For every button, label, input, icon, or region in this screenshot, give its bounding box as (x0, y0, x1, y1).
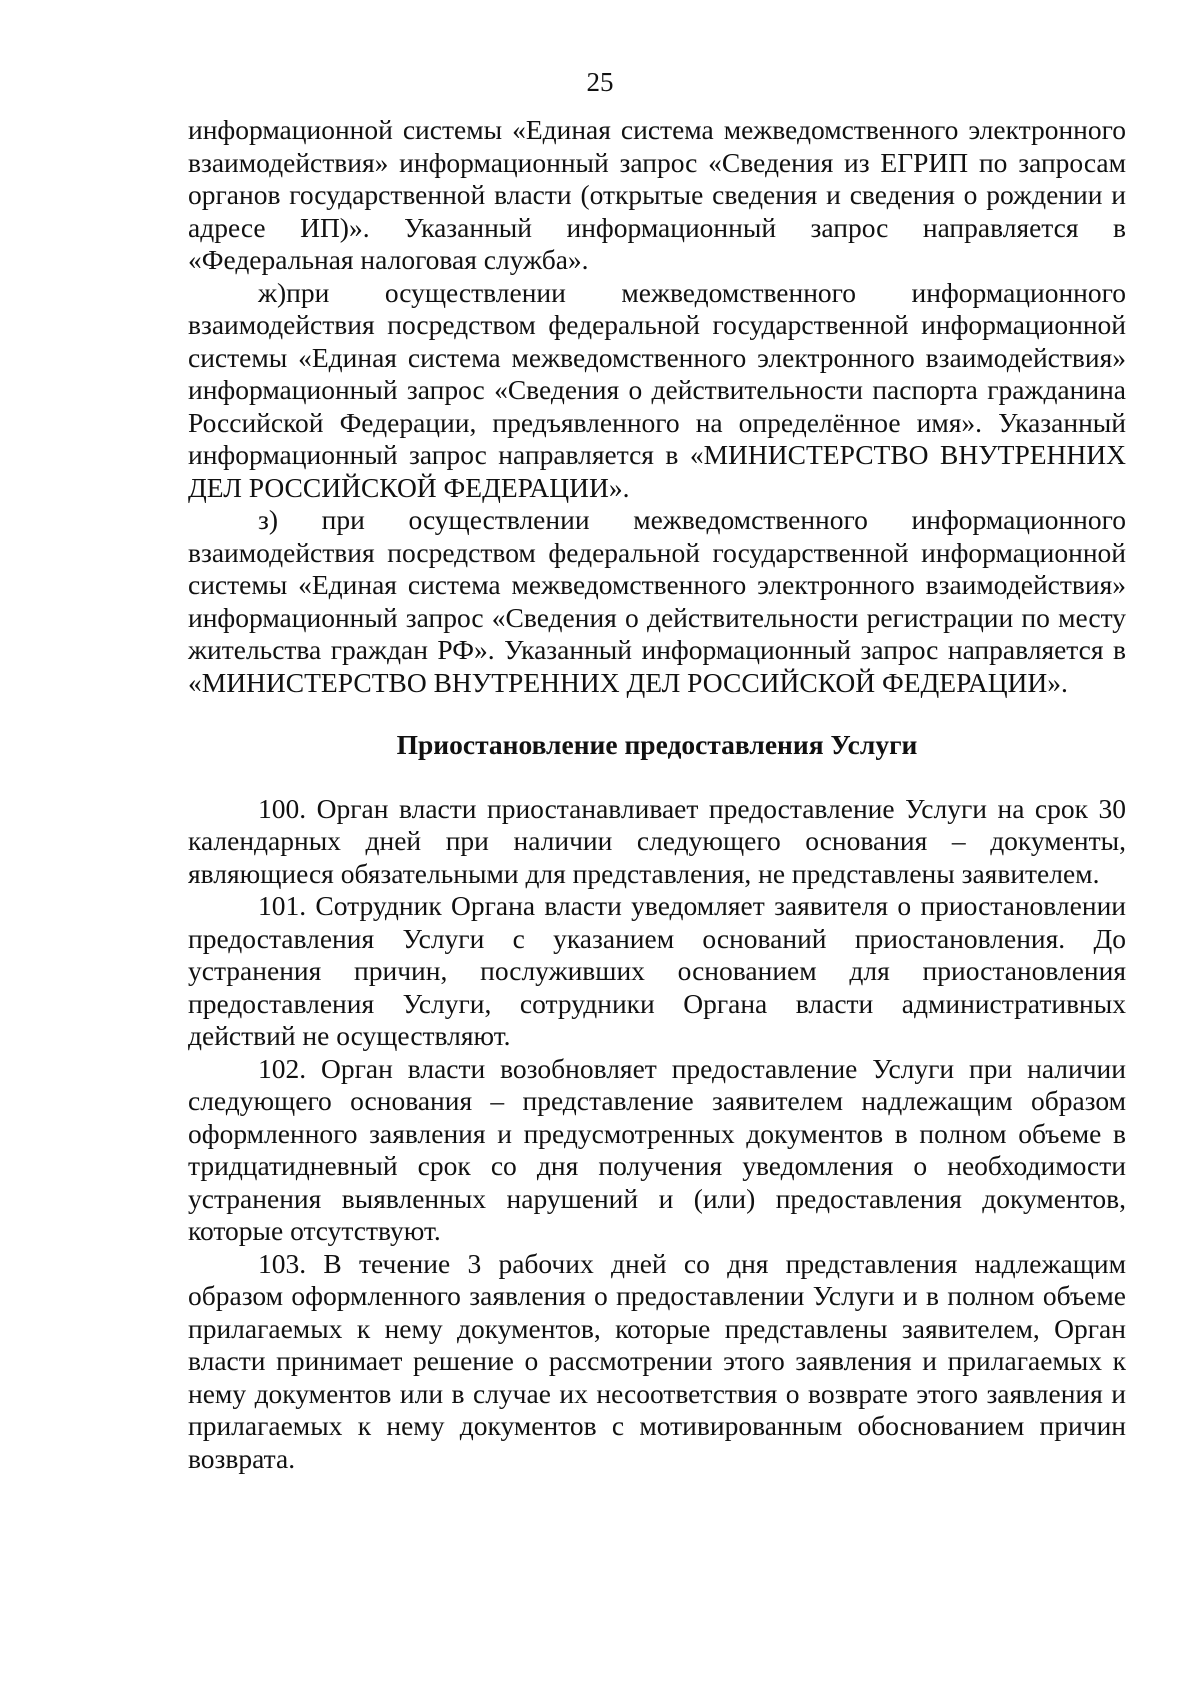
paragraph-101: 101. Сотрудник Органа власти уведомляет заявителя о приостановлении предоставления Услуги с указанием оснований приостановления. До устранения причин, послуживших основанием для приостановления предоставления Услуги, сотрудники Органа власти административных действий не осуществляют. (188, 890, 1126, 1051)
paragraph-continuation: информационной системы «Единая система межведомственного электронного взаимодействия» информационный запрос «Сведения из ЕГРИП по запросам органов государственной власти (открытые сведения и сведения о рождении и адресе ИП)». Указанный информационный запрос направляется в «Федеральная налоговая служба». (188, 114, 1126, 275)
paragraph-100: 100. Орган власти приостанавливает предоставление Услуги на срок 30 календарных дней при наличии следующего основания – документы, являющиеся обязательными для представления, не представлены заявителем. (188, 792, 1126, 889)
paragraph-item-z: з) при осуществлении межведомственного информационного взаимодействия посредством федеральной государственной информационной системы «Единая система межведомственного электронного взаимодействия» информационный запрос «Сведения о действительности регистрации по месту жительства граждан РФ». Указанный информационный запрос направляется в «МИНИСТЕРСТВО ВНУТРЕННИХ ДЕЛ РОССИЙСКОЙ ФЕДЕРАЦИИ». (188, 504, 1126, 698)
paragraph-102: 102. Орган власти возобновляет предоставление Услуги при наличии следующего основания – представление заявителем надлежащим образом оформленного заявления и предусмотренных документов в полном объеме в тридцатидневный срок со дня получения уведомления о необходимости устранения выявленных нарушений и (или) предоставления документов, которые отсутствуют. (188, 1052, 1126, 1246)
document-body (188, 114, 1126, 1475)
paragraph-item-zh: ж)при осуществлении межведомственного информационного взаимодействия посредством федеральной государственной информационной системы «Единая система межведомственного электронного взаимодействия» информационный запрос «Сведения о действительности паспорта гражданина Российской Федерации, предъявленного на определённое имя». Указанный информационный запрос направляется в «МИНИСТЕРСТВО ВНУТРЕННИХ ДЕЛ РОССИЙСКОЙ ФЕДЕРАЦИИ». (188, 276, 1126, 503)
section-heading: Приостановление предоставления Услуги (396, 729, 918, 760)
paragraph-103: 103. В течение 3 рабочих дней со дня представления надлежащим образом оформленного заявления о предоставлении Услуги и в полном объеме прилагаемых к нему документов, которые представлены заявителем, Орган власти принимает решение о рассмотрении этого заявления и прилагаемых к нему документов или в случае их несоответствия о возврате этого заявления и прилагаемых к нему документов с мотивированным обоснованием причин возврата. (188, 1247, 1126, 1474)
page-number: 25 (586, 67, 614, 97)
